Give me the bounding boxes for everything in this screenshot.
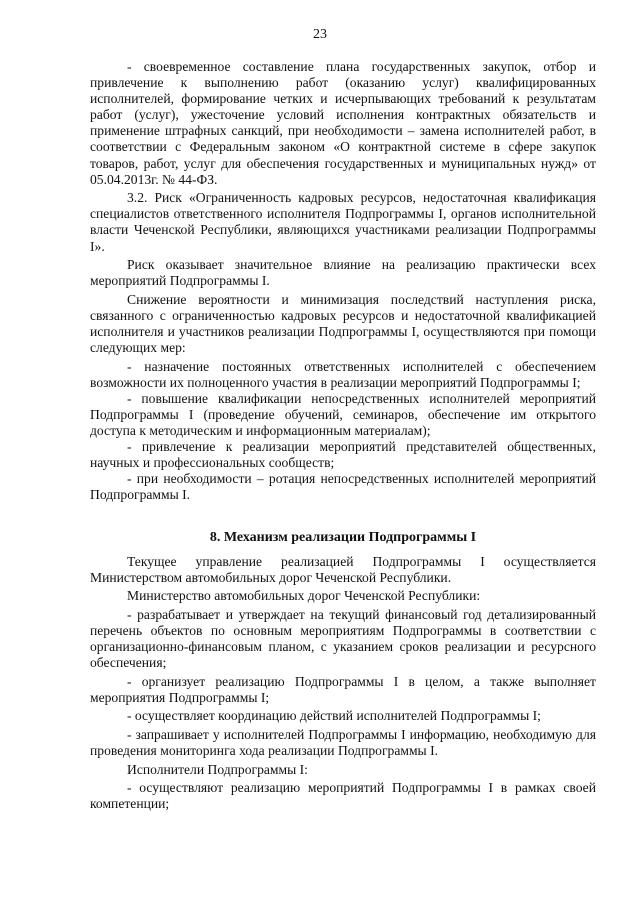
paragraph-risk-mitigation: Снижение вероятности и минимизация последствий наступления риска, связанного с ограниченностью кадровых ресурсов и недостаточной квалификацией исполнителя и участников реализации Подпрограммы I, осуществляются при помощи следующих мер: <box>90 291 596 356</box>
section-heading: 8. Механизм реализации Подпрограммы I <box>209 529 477 545</box>
list-item-executors-implement: - осуществляют реализацию мероприятий Подпрограммы I в рамках своей компетенции; <box>90 780 596 812</box>
page-content <box>90 59 596 815</box>
list-item-organizes: - организует реализацию Подпрограммы I в целом, а также выполняет мероприятия Подпрограммы I; <box>90 673 596 705</box>
paragraph-executors-intro: Исполнители Подпрограммы I: <box>127 761 308 777</box>
list-item-qualification: - повышение квалификации непосредственных исполнителей мероприятий Подпрограммы I (проведение обучений, семинаров, обеспечение им открытого доступа к методическим и информационным материалам); <box>90 390 596 439</box>
paragraph-ministry-intro: Министерство автомобильных дорог Чеченской Республики: <box>127 588 481 604</box>
list-item-involve-communities: - привлечение к реализации мероприятий представителей общественных, научных и профессиональных сообществ; <box>90 439 596 471</box>
list-item-coordinates: - осуществляет координацию действий исполнителей Подпрограммы I; <box>127 708 541 724</box>
paragraph-risk-impact: Риск оказывает значительное влияние на реализацию практически всех мероприятий Подпрограммы I. <box>90 257 596 289</box>
list-item-develops-approves: - разрабатывает и утверждает на текущий финансовый год детализированный перечень объектов по основным мероприятиям Подпрограммы в соответствии с организационно-финансовым планом, с указанием сроков реализации и ресурсного обеспечения; <box>90 606 596 671</box>
paragraph-current-management: Текущее управление реализацией Подпрограммы I осуществляется Министерством автомобильных дорог Чеченской Республики. <box>90 553 596 585</box>
page-number: 23 <box>313 27 327 42</box>
paragraph-procurement-measures: - своевременное составление плана государственных закупок, отбор и привлечение к выполнению работ (оказанию услуг) квалифицированных исполнителей, формирование четких и исчерпывающих требований к результатам работ (услуг), ужесточение условий исполнения контрактных обязательств и применение штрафных санкций, при необходимости – замена исполнителей работ, в соответствии с Федеральным законом «О контрактной системе в сфере закупок товаров, работ, услуг для обеспечения государственных и муниципальных нужд» от 05.04.2013г. № 44-ФЗ. <box>90 59 596 187</box>
list-item-rotation: - при необходимости – ротация непосредственных исполнителей мероприятий Подпрограммы I. <box>90 471 596 503</box>
paragraph-risk-3-2: 3.2. Риск «Ограниченность кадровых ресурсов, недостаточная квалификация специалистов ответственного исполнителя Подпрограммы I, органов исполнительной власти Чеченской Республики, являющихся участниками реализации Подпрограммы I». <box>90 190 596 254</box>
list-item-appoint-executors: - назначение постоянных ответственных исполнителей с обеспечением возможности их полноценного участия в реализации мероприятий Подпрограммы I; <box>90 358 596 390</box>
list-item-requests-info: - запрашивает у исполнителей Подпрограммы I информацию, необходимую для проведения мониторинга хода реализации Подпрограммы I. <box>90 726 596 759</box>
